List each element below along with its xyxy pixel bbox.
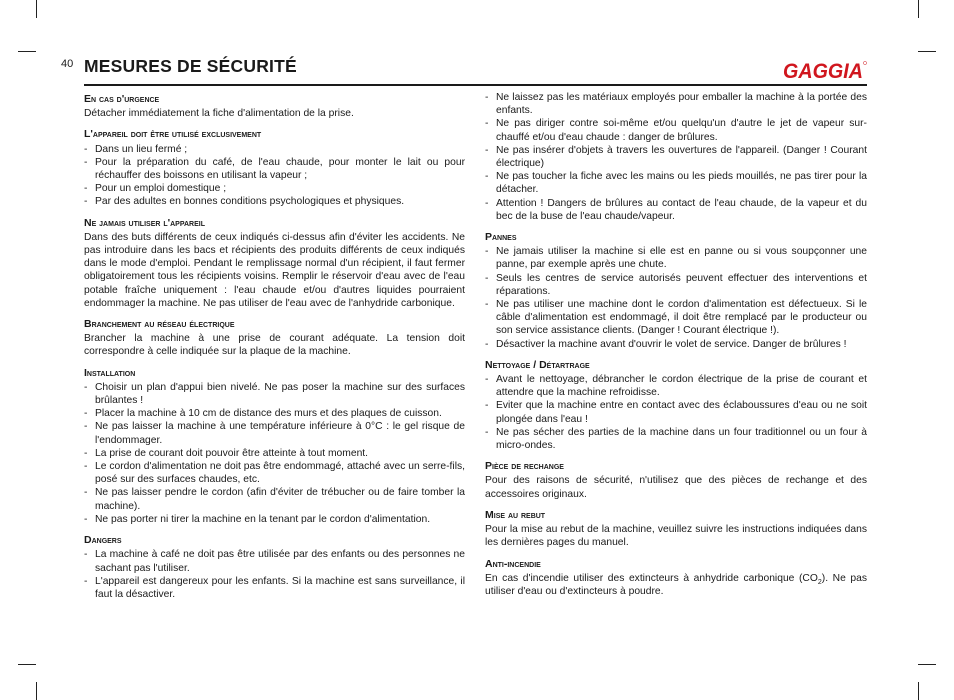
section-heading-dangers: Dangers	[84, 534, 122, 547]
list-item: - La prise de courant doit pouvoir être atteinte à tout moment.	[84, 447, 465, 460]
list-item: - Pour un emploi domestique ;	[84, 182, 465, 195]
section-paragraph: Brancher la machine à une prise de courant adéquate. La tension doit correspondre à celle indiquée sur la plaque de la machine.	[84, 333, 465, 358]
list-item: - Ne pas laisser la machine à une température inférieure à 0°C : le gel risque de l'endommager.	[84, 420, 465, 446]
crop-mark	[918, 0, 919, 18]
list-item: - Le cordon d'alimentation ne doit pas être endommagé, attaché avec un serre-fils, posé sur des surfaces chaudes, etc.	[84, 460, 465, 486]
left-column	[84, 93, 465, 601]
title-divider	[84, 84, 867, 86]
list-item: - Seuls les centres de service autorisés peuvent effectuer des interventions et réparations.	[485, 272, 867, 298]
list-item: - Placer la machine à 10 cm de distance des murs et des plaques de cuisson.	[84, 407, 465, 420]
list-item: - Dans un lieu fermé ;	[84, 143, 465, 156]
list-item: - Choisir un plan d'appui bien nivelé. Ne pas poser la machine sur des surfaces brûlantes !	[84, 381, 465, 407]
list-item: - Désactiver la machine avant d'ouvrir le volet de service. Danger de brûlures !	[485, 338, 867, 351]
bullet-list	[485, 245, 867, 351]
section-heading-anti-incendie: Anti-incendie	[485, 557, 541, 570]
list-item: - Par des adultes en bonnes conditions psychologiques et physiques.	[84, 195, 465, 208]
section-heading-ne-jamais-utiliser-l-appareil: Ne jamais utiliser l'appareil	[84, 216, 205, 229]
co2-subscript: 2	[817, 578, 822, 586]
bullet-list	[84, 143, 465, 209]
gaggia-logo-text: GAGGIA	[783, 60, 863, 81]
fire-text-start: En cas d'incendie utiliser des extincteurs à anhydride carbonique (CO	[485, 572, 818, 584]
list-item: - Ne pas porter ni tirer la machine en la tenant par le cordon d'alimentation.	[84, 513, 465, 526]
bullet-list	[84, 381, 465, 526]
right-column	[485, 91, 867, 598]
section-paragraph: Dans des buts différents de ceux indiqués ci-dessus afin d'éviter les accidents. Ne pas introduire dans les bacs et récipients des produits différents de ceux indiqués dans le mode d'emploi. Pendant le remplissage normal d'un récipient, il faut fermer obligatoirement tous les récipients voisins. Remplir le réservoir d'eau avec de l'eau potable fraîche uniquement : l'eau chaude et/ou d'autres liquides pourraient endommager la machine. Ne pas utiliser de l'eau avec de l'anhydride carbonique.	[84, 231, 465, 309]
list-item: - Ne pas insérer d'objets à travers les ouvertures de l'appareil. (Danger ! Courant électrique)	[485, 144, 867, 170]
list-item: - Ne pas utiliser une machine dont le cordon d'alimentation est défectueux. Si le câble d'alimentation est endommagé, il doit être remplacé par le producteur ou son service assistance clients. (Danger ! Courant électrique !).	[485, 298, 867, 338]
section-heading-installation: Installation	[84, 366, 136, 379]
bullet-list	[485, 91, 867, 223]
fire-safety-paragraph	[485, 572, 867, 598]
section-heading-branchement-au-reseau-electrique: Branchement au réseau électrique	[84, 318, 235, 331]
list-item: - Ne pas toucher la fiche avec les mains ou les pieds mouillés, ne pas tirer pour la détacher.	[485, 170, 867, 196]
section-paragraph: Pour des raisons de sécurité, n'utilisez que des pièces de rechange et des accessoires originaux.	[485, 475, 867, 500]
list-item: - L'appareil est dangereux pour les enfants. Si la machine est sans surveillance, il faut la désactiver.	[84, 575, 465, 601]
gaggia-logo	[783, 59, 867, 81]
list-item: - Ne jamais utiliser la machine si elle est en panne ou si vous soupçonner une panne, par exemple après une chute.	[485, 245, 867, 271]
section-heading-pannes: Pannes	[485, 231, 517, 244]
crop-mark	[18, 664, 36, 665]
section-heading-piece-de-rechange: Pièce de rechange	[485, 460, 564, 473]
crop-mark	[918, 51, 936, 52]
page-number: 40	[61, 58, 74, 70]
bullet-list	[485, 373, 867, 452]
section-paragraph: Détacher immédiatement la fiche d'alimentation de la prise.	[84, 108, 354, 120]
section-heading-mise-au-rebut: Mise au rebut	[485, 508, 546, 521]
crop-mark	[36, 0, 37, 18]
crop-mark	[918, 682, 919, 700]
crop-mark	[918, 664, 936, 665]
list-item: - Ne laissez pas les matériaux employés pour emballer la machine à la portée des enfants.	[485, 91, 867, 117]
list-item: - Pour la préparation du café, de l'eau chaude, pour monter le lait ou pour réchauffer des boissons en utilisant la vapeur ;	[84, 156, 465, 182]
list-item: - Ne pas sécher des parties de la machine dans un four traditionnel ou un four à micro-ondes.	[485, 426, 867, 452]
bullet-list	[84, 548, 465, 601]
section-heading-l-appareil-doit-etre-utilise-exclusivement: L'appareil doit être utilisé exclusivement	[84, 128, 262, 141]
list-item: - Ne pas laisser pendre le cordon (afin d'éviter de trébucher ou de faire tomber la machine).	[84, 486, 465, 512]
registered-mark-icon	[863, 61, 866, 64]
list-item: - Attention ! Dangers de brûlures au contact de l'eau chaude, de la vapeur et du bec de la buse de l'eau chaude/vapeur.	[485, 197, 867, 223]
section-paragraph: Pour la mise au rebut de la machine, veuillez suivre les instructions indiquées dans les dernières pages du manuel.	[485, 524, 867, 549]
crop-mark	[18, 51, 36, 52]
section-heading-nettoyage-detartrage: Nettoyage / Détartrage	[485, 358, 590, 371]
list-item: - Eviter que la machine entre en contact avec des éclaboussures d'eau ou ne soit plongée dans l'eau !	[485, 399, 867, 425]
page-title: MESURES DE SÉCURITÉ	[84, 56, 297, 76]
list-item: - Ne pas diriger contre soi-même et/ou quelqu'un d'autre le jet de vapeur sur-chauffé et/ou d'eau chaude : danger de brûlures.	[485, 117, 867, 143]
fire-text-end: ). Ne pas utiliser d'eau ou d'extincteurs à poudre.	[485, 572, 867, 597]
list-item: - La machine à café ne doit pas être utilisée par des enfants ou des personnes ne sachant pas l'utiliser.	[84, 548, 465, 574]
crop-mark	[36, 682, 37, 700]
section-heading-en-cas-d-urgence: En cas d'urgence	[84, 93, 160, 105]
list-item: - Avant le nettoyage, débrancher le cordon électrique de la prise de courant et attendre que la machine refroidisse.	[485, 373, 867, 399]
